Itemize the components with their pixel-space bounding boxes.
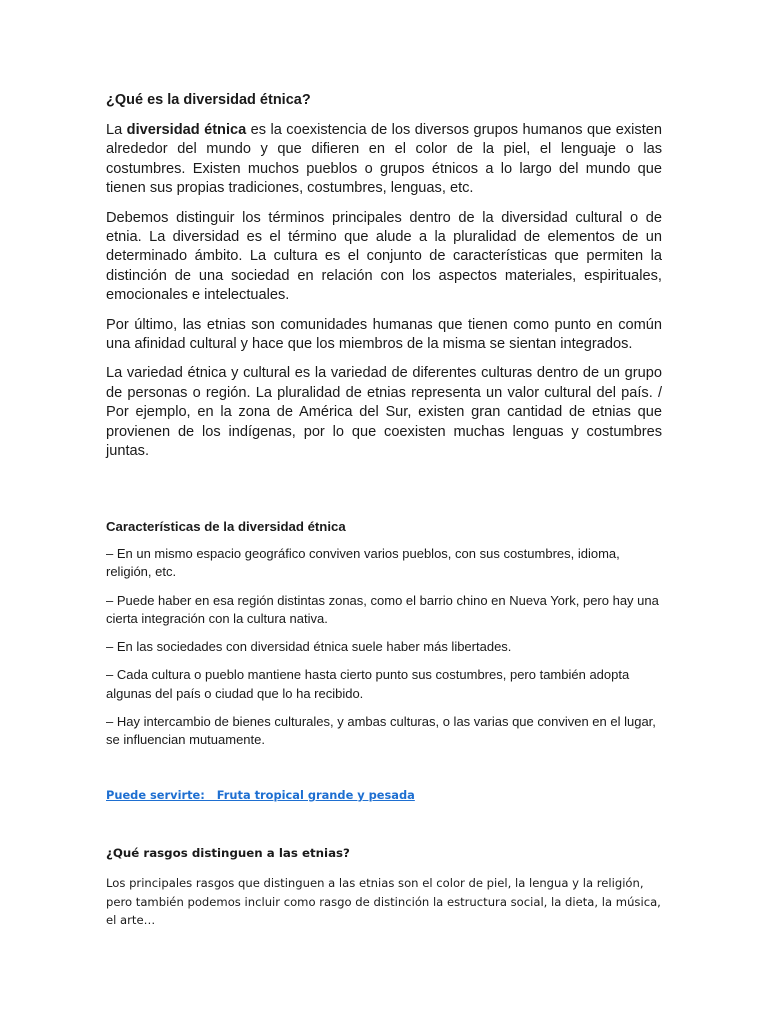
- paragraph-definition-prefix: La: [106, 122, 127, 138]
- related-article-link[interactable]: Puede servirte: Fruta tropical grande y pesada: [106, 788, 415, 802]
- list-item: – En las sociedades con diversidad étnica suele haber más libertades.: [106, 639, 512, 655]
- section-title-rasgos: ¿Qué rasgos distinguen a las etnias?: [106, 846, 350, 860]
- paragraph-definition: [106, 121, 662, 199]
- paragraph-rasgos: Los principales rasgos que distinguen a las etnias son el color de piel, la lengua y la religión, pero también podemos incluir como rasgo de distinción la estructura social, la dieta, la música, el arte…: [106, 876, 661, 927]
- list-item: – Cada cultura o pueblo mantiene hasta cierto punto sus costumbres, pero también adopta algunas del país o ciudad que lo ha recibido.: [106, 667, 630, 701]
- section-title-diversidad-etnica: ¿Qué es la diversidad étnica?: [106, 92, 311, 108]
- list-item: – En un mismo espacio geográfico conviven varios pueblos, con sus costumbres, idioma, religión, etc.: [106, 546, 620, 580]
- list-item: – Puede haber en esa región distintas zonas, como el barrio chino en Nueva York, pero hay una cierta integración con la cultura nativa.: [106, 592, 659, 626]
- paragraph-terms: Debemos distinguir los términos principales dentro de la diversidad cultural o de etnia. La diversidad es el término que alude a la pluralidad de elementos de un determinado ámbito. La cultura es el conjunto de características que permiten la distinción de una sociedad en relación con los aspectos materiales, espirituales, emocionales e intelectuales.: [106, 209, 662, 304]
- characteristics-list: [106, 545, 662, 760]
- paragraph-definition-text: es la coexistencia de los diversos grupos humanos que existen alrededor del mundo y que difieren en el color de la piel, el lenguaje o las costumbres. Existen muchos pueblos o grupos étnicos a lo largo del mundo que tienen sus propias tradiciones, costumbres, lenguas, etc.: [106, 122, 662, 197]
- paragraph-variedad: La variedad étnica y cultural es la variedad de diferentes culturas dentro de un grupo de personas o región. La pluralidad de etnias representa un valor cultural del país. / Por ejemplo, en la zona de América del Sur, existen gran cantidad de etnias que provienen de los indígenas, por lo que coexisten muchas lenguas y costumbres juntas.: [106, 365, 662, 460]
- paragraph-etnias: Por último, las etnias son comunidades humanas que tienen como punto en común una afinidad cultural y hace que los miembros de la misma se sientan integrados.: [106, 316, 662, 353]
- section-body-diversidad-etnica: [106, 121, 662, 472]
- section-title-caracteristicas: Características de la diversidad étnica: [106, 519, 346, 534]
- list-item: – Hay intercambio de bienes culturales, y ambas culturas, o las varias que conviven en el lugar, se influencian mutuamente.: [106, 714, 656, 748]
- paragraph-definition-bold-term: diversidad étnica: [126, 122, 247, 138]
